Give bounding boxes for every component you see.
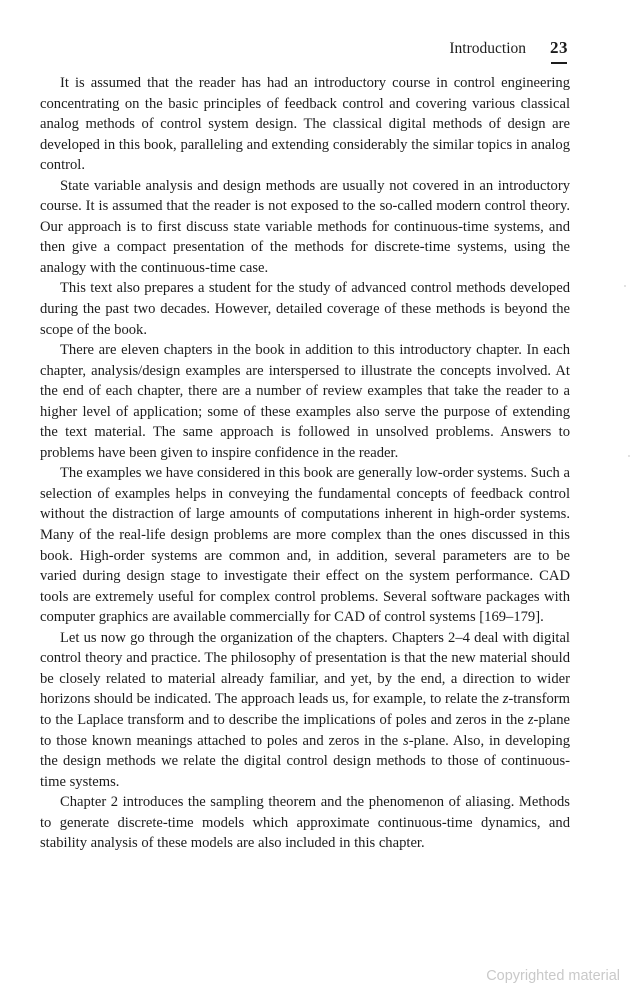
page-number: 23: [550, 38, 568, 57]
s-variable: s: [403, 732, 409, 749]
paragraph-state-variable: State variable analysis and design methods are usually not covered in an introductory course. It is assumed that the reader is not exposed to the so-called modern control theory. Our approach is to first discuss state variable methods for continuous-time systems, and then give a compact presentation of the methods for discrete-time systems, using the analogy with the continuous-time case.: [40, 177, 570, 276]
paragraph-examples: The examples we have considered in this book are generally low-order systems. Such a selection of examples helps in conveying the fundamental concepts of feedback control without the distraction of large amounts of computations inherent in high-order systems. Many of the real-life design problems are more complex than the ones discussed in this book. High-order systems are common and, in addition, several parameters are to be varied during design stage to investigate their effect on the system performance. CAD tools are extremely useful for complex control problems. Several software packages with computer graphics are available commercially for CAD of control systems [169–179].: [40, 465, 570, 626]
paragraph-organization: [40, 628, 570, 792]
paragraph-chapters-overview: There are eleven chapters in the book in addition to this introductory chapter. In each chapter, analysis/design examples are interspersed to illustrate the concepts involved. At the end of each chapter, there are a number of review examples that take the reader to a higher level of application; some of these examples also serve the purpose of extending the text material. The same approach is followed in unsolved problems. Answers to problems have been given to inspire confidence in the reader.: [40, 342, 570, 461]
paragraph-organization-text-c: -plane to those known meanings attached to poles and zeros in the: [40, 711, 570, 749]
paragraph-organization-text-b: -transform to the Laplace transform and to describe the implications of poles and zeros in the: [40, 691, 570, 728]
z-variable: z: [527, 711, 534, 728]
paragraph-organization-text-d: -plane. Also, in developing the design methods we relate the digital control design methods to those of continuous-time systems.: [40, 732, 571, 790]
running-head: [449, 38, 568, 58]
scan-speck: [624, 285, 626, 287]
z-variable: z: [502, 691, 509, 708]
paragraph-organization-text-a: Let us now go through the organization of the chapters. Chapters 2–4 deal with digital control theory and practice. The philosophy of presentation is that the new material should be closely related to material already familiar, and yet, by the end, a direction to wider horizons should be indicated. The approach leads us, for example, to relate the: [40, 629, 570, 708]
running-head-section-title: Introduction: [449, 40, 526, 57]
scan-speck: [628, 455, 630, 457]
body-text: [40, 73, 570, 854]
paragraph-chapter-2: Chapter 2 introduces the sampling theorem and the phenomenon of aliasing. Methods to generate discrete-time models which approximate continuous-time dynamics, and stability analysis of these models are also included in this chapter.: [40, 794, 570, 852]
copyright-watermark: Copyrighted material: [486, 968, 620, 984]
paragraph-advanced-methods: This text also prepares a student for the study of advanced control methods developed during the past two decades. However, detailed coverage of these methods is beyond the scope of the book.: [40, 280, 570, 338]
paragraph-prerequisites: It is assumed that the reader has had an introductory course in control engineering concentrating on the basic principles of feedback control and covering various classical analog methods of control system design. The classical digital methods of design are developed in this book, paralleling and extending considerably the similar topics in analog control.: [40, 75, 570, 174]
